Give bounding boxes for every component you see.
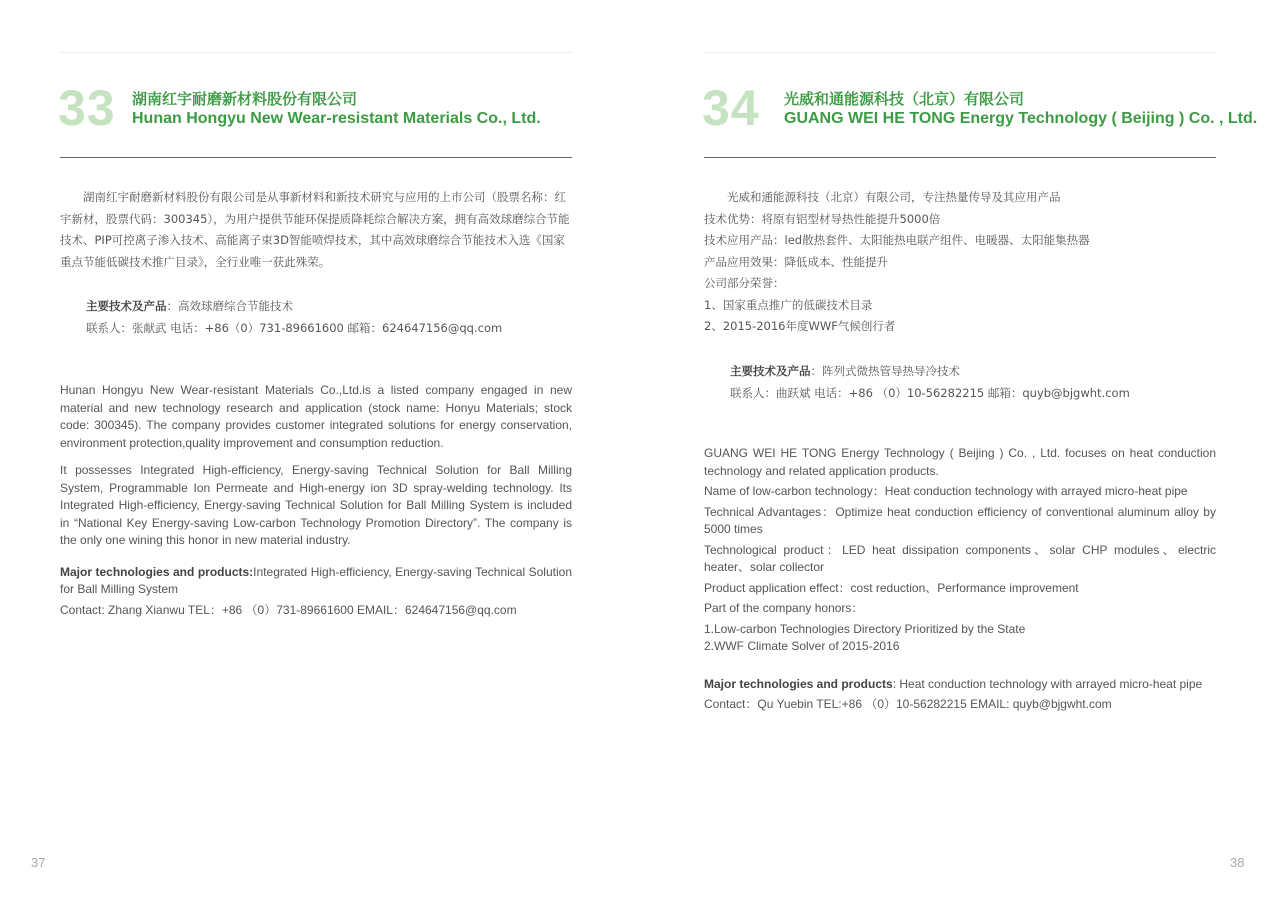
- cn-contact: 联系人：曲跃斌 电话：+86 （0）10-56282215 邮箱：quyb@bjgwht.com: [730, 385, 1130, 400]
- cn-products-label: 主要技术及产品: [730, 364, 811, 378]
- company-number: 34: [702, 80, 760, 136]
- title-rule: [60, 157, 572, 158]
- cn-contact: 联系人：张献武 电话：+86（0）731-89661600 邮箱：624647156@qq.com: [86, 320, 503, 335]
- en-products: [704, 676, 1216, 694]
- page-number: 38: [1230, 855, 1245, 870]
- en-products-label: Major technologies and products: [704, 676, 893, 691]
- right-page: [640, 0, 1280, 904]
- en-line: 1.Low-carbon Technologies Directory Prioritized by the State: [704, 621, 1026, 636]
- cn-info-block: [704, 187, 1216, 338]
- company-title-cn: 光威和通能源科技（北京）有限公司: [784, 90, 1025, 108]
- company-title-en: GUANG WEI HE TONG Energy Technology ( Beijing ) Co. , Ltd.: [784, 110, 1258, 127]
- cn-line: 技术应用产品：led散热套件、太阳能热电联产组件、电暖器、太阳能集热器: [704, 233, 1090, 247]
- cn-products: [730, 361, 1242, 383]
- en-line: Technological product：LED heat dissipation components、solar CHP modules、electric heater、solar collector: [704, 542, 1216, 574]
- cn-intro-block: [60, 187, 572, 273]
- en-intro-1: Hunan Hongyu New Wear-resistant Materials Co.,Ltd.is a listed company engaged in new material and new technology research and application (stock name: Honyu Materials; stock code: 300345). The company provides customer integrated solutions for energy conservation, environment protection,quality improvement and consumption reduction.: [60, 383, 572, 450]
- top-divider: [704, 52, 1216, 53]
- en-products: [60, 564, 572, 599]
- company-title-en: Hunan Hongyu New Wear-resistant Materials Co., Ltd.: [132, 110, 541, 127]
- cn-line: 2、2015-2016年度WWF气候创行者: [704, 319, 896, 333]
- cn-products: [86, 296, 598, 318]
- en-products-label: Major technologies and products:: [60, 564, 254, 579]
- en-line: Technical Advantages：Optimize heat conduction efficiency of conventional aluminum alloy by 5000 times: [704, 504, 1216, 536]
- cn-products-value: ：高效球磨综合节能技术: [166, 299, 293, 313]
- en-line: Product application effect：cost reduction、Performance improvement: [704, 580, 1079, 595]
- company-title-cn: 湖南红宇耐磨新材料股份有限公司: [132, 90, 358, 108]
- en-line: Name of low-carbon technology：Heat conduction technology with arrayed micro-heat pipe: [704, 484, 1188, 498]
- cn-line: 光威和通能源科技（北京）有限公司，专注热量传导及其应用产品: [727, 190, 1061, 204]
- en-intro-2: It possesses Integrated High-efficiency, Energy-saving Technical Solution for Ball Milling System, Programmable Ion Permeate and High-energy ion 3D spray-welding technology. Its Integrated High-efficiency, Energy-saving Technical Solution for Ball Milling System is included in “National Key Energy-saving Low-carbon Technology Promotion Directory”. The company is the only one wining this honor in new material industry.: [60, 463, 572, 547]
- en-contact: Contact：Qu Yuebin TEL:+86 （0）10-56282215 EMAIL: quyb@bjgwht.com: [704, 697, 1112, 711]
- cn-line: 产品应用效果：降低成本、性能提升: [704, 254, 888, 269]
- en-block: [60, 382, 572, 622]
- en-contact: Contact: Zhang Xianwu TEL：+86 （0）731-89661600 EMAIL：624647156@qq.com: [60, 602, 517, 617]
- en-line: GUANG WEI HE TONG Energy Technology ( Beijing ) Co. , Ltd. focuses on heat conduction technology and related application products.: [704, 446, 1216, 478]
- cn-products-value: ：阵列式微热管导热导冷技术: [810, 364, 960, 378]
- en-products-value: : Heat conduction technology with arrayed micro-heat pipe: [892, 676, 1203, 691]
- top-divider: [60, 52, 572, 53]
- cn-line: 1、国家重点推广的低碳技术目录: [704, 297, 873, 312]
- en-block: [704, 445, 1216, 717]
- en-line: Part of the company honors：: [704, 601, 864, 615]
- cn-products-block: [60, 296, 598, 339]
- page-number: 37: [31, 855, 46, 870]
- cn-intro: 湖南红宇耐磨新材料股份有限公司是从事新材料和新技术研究与应用的上市公司（股票名称：红宇新材，股票代码：300345），为用户提供节能环保提质降耗综合解决方案，拥有高效球磨综合节能技术、PIP可控离子渗入技术、高能离子束3D智能喷焊技术，其中高效球磨综合节能技术入选《国家重点节能低碳技术推广目录》，全行业唯一获此殊荣。: [60, 190, 570, 269]
- cn-products-label: 主要技术及产品: [86, 299, 167, 313]
- en-products-value: Integrated High-efficiency, Energy-saving Technical Solution for Ball Milling System: [60, 564, 572, 596]
- cn-products-block: [704, 361, 1242, 404]
- title-rule: [704, 157, 1216, 158]
- cn-line: 公司部分荣誉：: [704, 276, 785, 290]
- en-line: 2.WWF Climate Solver of 2015-2016: [704, 639, 900, 653]
- company-number: 33: [58, 80, 116, 136]
- cn-line: 技术优势：将原有铝型材导热性能提升5000倍: [704, 211, 941, 226]
